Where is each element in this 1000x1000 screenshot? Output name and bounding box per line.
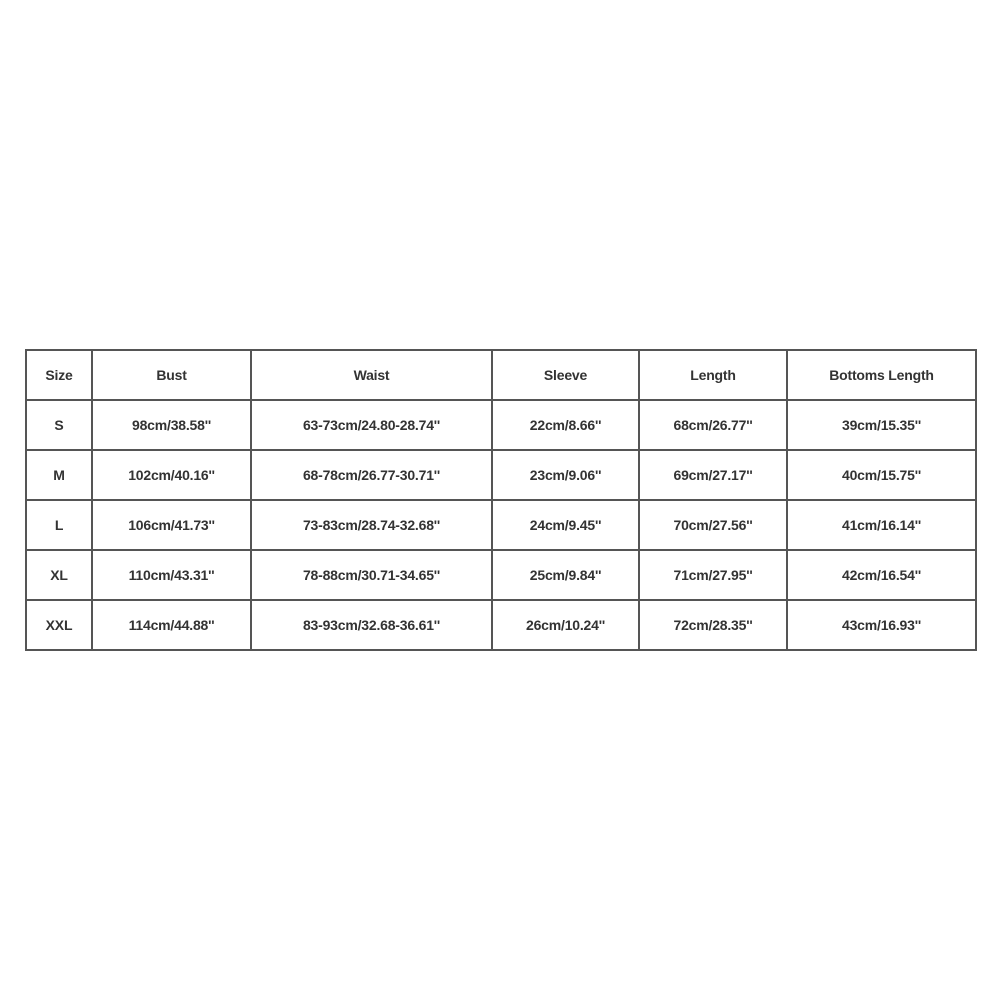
length-cell: 71cm/27.95''	[639, 550, 787, 600]
length-cell: 68cm/26.77''	[639, 400, 787, 450]
bottoms-length-cell: 41cm/16.14''	[787, 500, 976, 550]
bottoms-length-cell: 39cm/15.35''	[787, 400, 976, 450]
bottoms-length-cell: 43cm/16.93''	[787, 600, 976, 650]
length-cell: 70cm/27.56''	[639, 500, 787, 550]
table-row	[26, 400, 976, 450]
bottoms-length-cell: 42cm/16.54''	[787, 550, 976, 600]
header-waist: Waist	[251, 350, 492, 400]
header-sleeve: Sleeve	[492, 350, 639, 400]
header-bust: Bust	[92, 350, 251, 400]
waist-cell: 78-88cm/30.71-34.65''	[251, 550, 492, 600]
sleeve-cell: 26cm/10.24''	[492, 600, 639, 650]
sleeve-cell: 23cm/9.06''	[492, 450, 639, 500]
size-cell: L	[26, 500, 92, 550]
bust-cell: 114cm/44.88''	[92, 600, 251, 650]
waist-cell: 68-78cm/26.77-30.71''	[251, 450, 492, 500]
header-row	[26, 350, 976, 400]
header-size: Size	[26, 350, 92, 400]
waist-cell: 63-73cm/24.80-28.74''	[251, 400, 492, 450]
bust-cell: 110cm/43.31''	[92, 550, 251, 600]
sleeve-cell: 22cm/8.66''	[492, 400, 639, 450]
sleeve-cell: 25cm/9.84''	[492, 550, 639, 600]
table-row	[26, 600, 976, 650]
size-chart-table	[25, 349, 977, 651]
header-bottoms-length: Bottoms Length	[787, 350, 976, 400]
length-cell: 72cm/28.35''	[639, 600, 787, 650]
waist-cell: 73-83cm/28.74-32.68''	[251, 500, 492, 550]
table-row	[26, 450, 976, 500]
bust-cell: 106cm/41.73''	[92, 500, 251, 550]
table-row	[26, 500, 976, 550]
size-cell: XL	[26, 550, 92, 600]
bottoms-length-cell: 40cm/15.75''	[787, 450, 976, 500]
bust-cell: 98cm/38.58''	[92, 400, 251, 450]
size-cell: S	[26, 400, 92, 450]
size-cell: M	[26, 450, 92, 500]
waist-cell: 83-93cm/32.68-36.61''	[251, 600, 492, 650]
header-length: Length	[639, 350, 787, 400]
table-row	[26, 550, 976, 600]
bust-cell: 102cm/40.16''	[92, 450, 251, 500]
sleeve-cell: 24cm/9.45''	[492, 500, 639, 550]
length-cell: 69cm/27.17''	[639, 450, 787, 500]
size-cell: XXL	[26, 600, 92, 650]
